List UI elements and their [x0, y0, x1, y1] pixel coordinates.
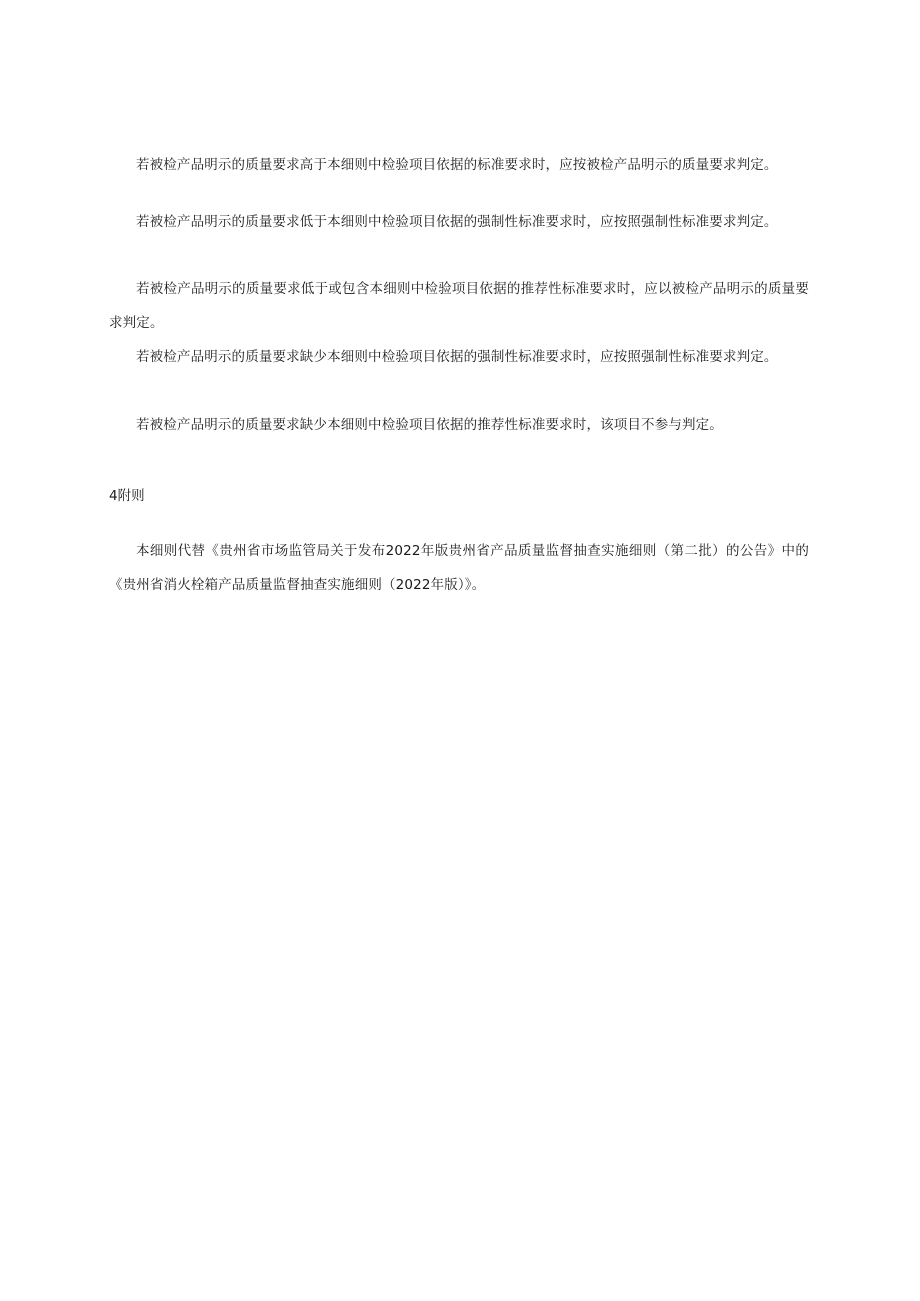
paragraph-lower-recommended: 若被检产品明示的质量要求低于或包含本细则中检验项目依据的推荐性标准要求时，应以被检产品明示的质量要求判定。: [109, 281, 809, 331]
paragraph-missing-recommended: 若被检产品明示的质量要求缺少本细则中检验项目依据的推荐性标准要求时，该项目不参与判定。: [136, 417, 723, 433]
section-heading-appendix: 4附则: [109, 488, 145, 504]
paragraph-higher-requirement: 若被检产品明示的质量要求高于本细则中检验项目依据的标准要求时，应按被检产品明示的质量要求判定。: [136, 157, 778, 173]
paragraph-appendix-body: 本细则代替《贵州省市场监管局关于发布2022年版贵州省产品质量监督抽查实施细则（第二批）的公告》中的《贵州省消火栓箱产品质量监督抽查实施细则（2022年版）》。: [109, 543, 809, 593]
paragraph-missing-mandatory: 若被检产品明示的质量要求缺少本细则中检验项目依据的强制性标准要求时，应按照强制性标准要求判定。: [136, 349, 778, 365]
paragraph-lower-mandatory: 若被检产品明示的质量要求低于本细则中检验项目依据的强制性标准要求时，应按照强制性标准要求判定。: [136, 214, 778, 230]
